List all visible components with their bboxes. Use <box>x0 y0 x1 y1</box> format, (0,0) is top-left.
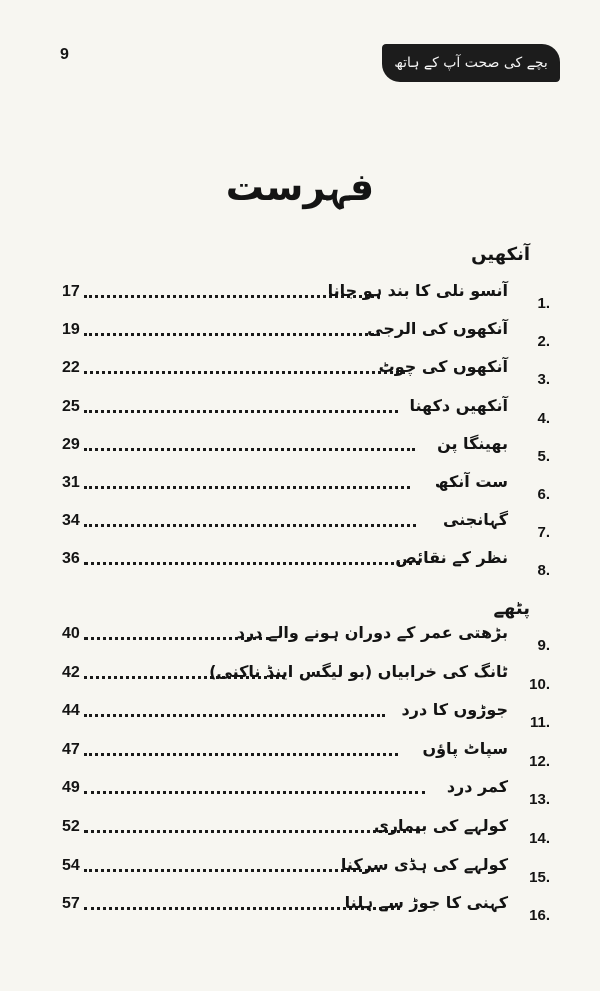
toc-entry-title: گہانجنی <box>443 510 508 530</box>
toc-entry-number: 3. <box>537 371 550 389</box>
toc-entry-title: آنسو نلی کا بند ہو جانا <box>327 281 508 300</box>
toc-entry-number: 7. <box>537 524 550 542</box>
toc-entry-title: کولہے کی بیماری <box>374 816 508 835</box>
toc-entry-number: 5. <box>537 447 550 465</box>
toc-entry-page: 25 <box>62 397 80 415</box>
toc-entry-title: کولہے کی ہڈی سرکنا <box>340 854 508 874</box>
toc-entry-page: 31 <box>62 474 80 491</box>
toc-entry-number: 4. <box>537 409 550 427</box>
toc-title: فہرست <box>225 165 375 209</box>
toc-entry-number: 14. <box>529 830 550 847</box>
toc-entry[interactable] <box>62 359 550 387</box>
toc-entry-title: ست آنکھ <box>434 472 508 491</box>
toc-entry[interactable] <box>62 321 550 349</box>
dot-leader <box>84 562 420 565</box>
toc-entry[interactable] <box>62 474 550 502</box>
page-number: 9 <box>60 46 69 63</box>
toc-entry-number: 1. <box>537 295 550 312</box>
toc-entry-title: بھینگا پن <box>437 433 508 453</box>
dot-leader <box>84 830 420 833</box>
toc-entry[interactable] <box>62 661 550 693</box>
dot-leader <box>84 371 405 374</box>
toc-entry[interactable] <box>62 895 550 923</box>
toc-entry-number: 11. <box>529 714 550 732</box>
toc-entry-number: 8. <box>537 562 550 580</box>
toc-entry[interactable] <box>62 779 550 807</box>
dot-leader <box>84 524 416 527</box>
section-heading: آنکھیں <box>471 244 530 265</box>
toc-entry[interactable] <box>62 738 550 770</box>
toc-entry[interactable] <box>62 395 550 427</box>
toc-entry[interactable] <box>62 512 550 540</box>
toc-entry-page: 49 <box>62 779 80 797</box>
toc-entry-number: 12. <box>529 752 550 770</box>
toc-entry[interactable] <box>62 550 550 578</box>
toc-entry-number: 2. <box>537 333 550 351</box>
toc-entry-page: 36 <box>62 550 80 568</box>
toc-entry-title: آنکھیں دکھنا <box>409 395 508 415</box>
toc-entry-title: ٹانگ کی خرابیاں (بو لیگس اینڈ ناکنی) <box>209 661 508 681</box>
toc-entry-title: سپاٹ پاؤں <box>422 738 508 758</box>
dot-leader <box>84 486 410 489</box>
toc-entry-title: بڑھتی عمر کے دوران ہونے والے درد <box>236 623 508 642</box>
toc-entry-number: 13. <box>529 791 550 809</box>
toc-entry-page: 34 <box>62 512 80 530</box>
dot-leader <box>84 753 398 756</box>
toc-entry-title: جوڑوں کا درد <box>401 700 508 720</box>
toc-entry-page: 42 <box>62 663 80 681</box>
dot-leader <box>84 791 425 794</box>
dot-leader <box>84 714 385 717</box>
toc-entry-title: کہنی کا جوڑ سے ہلنا <box>344 893 508 913</box>
toc-entry-page: 29 <box>62 435 80 453</box>
dot-leader <box>84 869 380 872</box>
toc-entry-title: آنکھوں کی چوٹ <box>378 357 508 377</box>
toc-entry[interactable] <box>62 283 550 311</box>
toc-entry-page: 54 <box>62 856 80 874</box>
toc-entry[interactable] <box>62 625 550 653</box>
toc-entry-page: 22 <box>62 359 80 377</box>
toc-entry-page: 40 <box>62 625 80 642</box>
section-heading: پٹھے <box>493 598 530 619</box>
toc-entry[interactable] <box>62 818 550 846</box>
toc-entry-page: 47 <box>62 740 80 758</box>
toc-entry-title: نظر کے نقائص <box>395 548 508 568</box>
toc-entry[interactable] <box>62 433 550 465</box>
toc-entry-page: 17 <box>62 283 80 300</box>
toc-entry-title: کمر درد <box>446 777 508 797</box>
toc-entry-page: 44 <box>62 702 80 720</box>
toc-entry-page: 52 <box>62 818 80 835</box>
dot-leader <box>84 333 380 336</box>
toc-entry-number: 9. <box>537 637 550 654</box>
dot-leader <box>84 410 398 413</box>
toc-entry-number: 6. <box>537 486 550 503</box>
toc-entry-number: 15. <box>529 868 550 886</box>
toc-entry-page: 57 <box>62 895 80 913</box>
toc-entry-title: آنکھوں کی الرجی <box>367 319 508 339</box>
toc-entry-number: 16. <box>529 907 550 925</box>
toc-entry-page: 19 <box>62 321 80 339</box>
toc-entry[interactable] <box>62 854 550 886</box>
running-header-book-title: بچے کی صحت آپ کے ہاتھ <box>382 44 560 82</box>
toc-entry[interactable] <box>62 702 550 730</box>
dot-leader <box>84 448 415 451</box>
toc-entry-number: 10. <box>529 675 550 693</box>
